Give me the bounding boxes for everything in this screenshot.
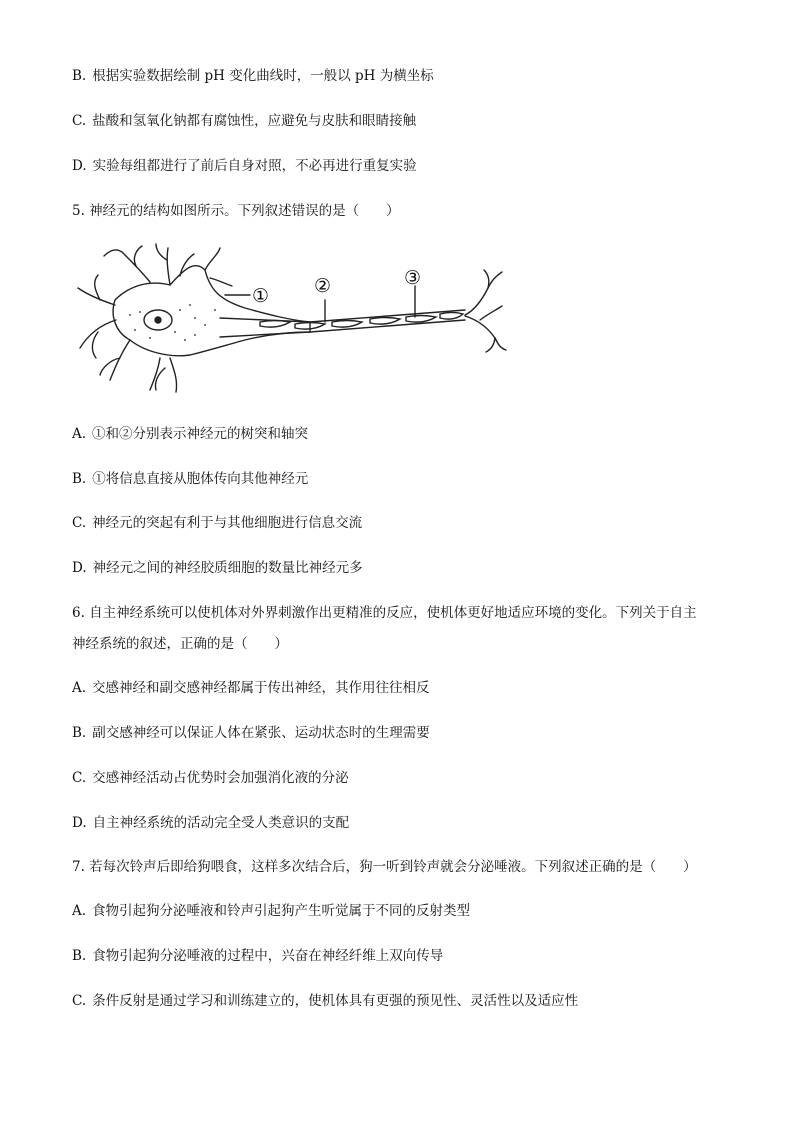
option-letter: B. bbox=[72, 725, 87, 741]
option-letter: C. bbox=[72, 993, 87, 1009]
neuron-diagram bbox=[70, 240, 510, 400]
option-letter: B. bbox=[72, 68, 87, 84]
question-7-stem: 7. 若每次铃声后即给狗喂食，这样多次结合后，狗一听到铃声就会分泌唾液。下列叙述正确的是（ ） bbox=[72, 859, 697, 875]
q7-option-c bbox=[72, 991, 578, 1011]
q6-option-a bbox=[72, 678, 430, 698]
option-text: ①将信息直接从胞体传向其他神经元 bbox=[92, 471, 309, 487]
option-text: 条件反射是通过学习和训练建立的，使机体具有更强的预见性、灵活性以及适应性 bbox=[92, 993, 579, 1009]
option-text: 食物引起狗分泌唾液和铃声引起狗产生听觉属于不同的反射类型 bbox=[92, 903, 471, 919]
option-letter: C. bbox=[72, 515, 87, 531]
option-letter: B. bbox=[72, 471, 87, 487]
neuron-figure bbox=[70, 240, 510, 400]
option-letter: D. bbox=[72, 158, 87, 174]
q6-option-c bbox=[72, 768, 349, 788]
q7-option-a bbox=[72, 901, 470, 921]
option-letter: A. bbox=[72, 903, 87, 919]
option-text: 根据实验数据绘制 pH 变化曲线时，一般以 pH 为横坐标 bbox=[92, 68, 434, 84]
option-text: 自主神经系统的活动完全受人类意识的支配 bbox=[92, 815, 350, 831]
option-text: 交感神经活动占优势时会加强消化液的分泌 bbox=[92, 770, 349, 786]
option-text: 食物引起狗分泌唾液的过程中，兴奋在神经纤维上双向传导 bbox=[92, 948, 444, 964]
label-3: ③ bbox=[404, 267, 422, 289]
q5-option-d bbox=[72, 558, 363, 578]
question-5-stem: 5. 神经元的结构如图所示。下列叙述错误的是（ ） bbox=[72, 203, 400, 219]
q5-option-c bbox=[72, 513, 362, 533]
q5-option-b bbox=[72, 469, 308, 489]
option-text: ①和②分别表示神经元的树突和轴突 bbox=[92, 426, 309, 442]
option-letter: A. bbox=[72, 426, 87, 442]
option-text: 神经元之间的神经胶质细胞的数量比神经元多 bbox=[92, 560, 363, 576]
option-letter: A. bbox=[72, 680, 87, 696]
option-text: 交感神经和副交感神经都属于传出神经，其作用往往相反 bbox=[92, 680, 430, 696]
option-prev-d bbox=[72, 156, 417, 176]
question-6-stem-line1: 6. 自主神经系统可以使机体对外界刺激作出更精准的反应，使机体更好地适应环境的变化。下列关于自主 bbox=[72, 605, 697, 621]
option-letter: C. bbox=[72, 113, 87, 129]
q6-option-b bbox=[72, 723, 430, 743]
option-text: 副交感神经可以保证人体在紧张、运动状态时的生理需要 bbox=[92, 725, 430, 741]
question-6-stem-line2: 神经系统的叙述，正确的是（ ） bbox=[72, 636, 288, 652]
label-1: ① bbox=[252, 285, 270, 307]
q7-option-b bbox=[72, 946, 443, 966]
option-letter: D. bbox=[72, 815, 87, 831]
option-prev-c bbox=[72, 111, 416, 131]
option-text: 盐酸和氢氧化钠都有腐蚀性，应避免与皮肤和眼睛接触 bbox=[92, 113, 417, 129]
option-letter: B. bbox=[72, 948, 87, 964]
option-letter: D. bbox=[72, 560, 87, 576]
option-text: 实验每组都进行了前后自身对照，不必再进行重复实验 bbox=[92, 158, 417, 174]
option-text: 神经元的突起有利于与其他细胞进行信息交流 bbox=[92, 515, 363, 531]
option-letter: C. bbox=[72, 770, 87, 786]
option-prev-b bbox=[72, 66, 434, 86]
q5-option-a bbox=[72, 424, 308, 444]
label-2: ② bbox=[314, 275, 332, 297]
q6-option-d bbox=[72, 813, 349, 833]
